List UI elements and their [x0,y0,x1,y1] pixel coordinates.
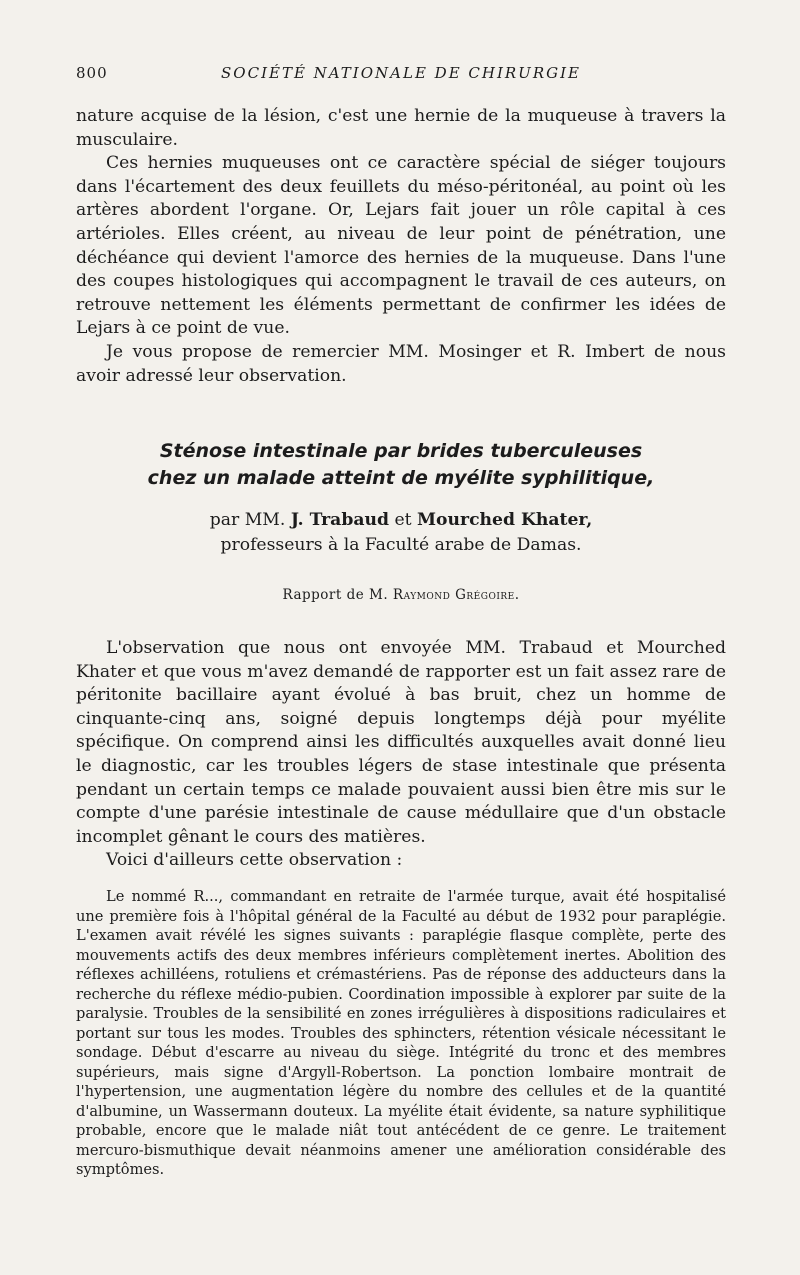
body-paragraph: Voici d'ailleurs cette observation : [106,850,403,871]
intro-paragraph: nature acquise de la lésion, c'est une hernie de la muqueuse à travers la musculaire. [76,106,726,150]
author-affiliation: professeurs à la Faculté arabe de Damas. [220,535,582,555]
observation-section [76,887,726,1180]
author-name: J. Trabaud [290,510,389,530]
reporter-name: Raymond Grégoire. [392,587,520,603]
body-paragraph: L'observation que nous ont envoyée MM. Trabaud et Mourched Khater et que vous m'avez demandé de rapporter est un fait assez rare de péritonite bacillaire ayant évolué à bas bruit, chez un homme de cinquante-cinq ans, soigné depuis longtemps déjà pour myélite spécifique. On comprend ainsi les difficultés auxquelles avait donné lieu le diagnostic, car les troubles légers de stase intestinale que présenta pendant un certain temps ce malade pouvaient aussi bien être mis sur le compte d'une parésie intestinale de cause médullaire que d'un obstacle incomplet gênant le cours des matières. [76,638,726,847]
authors-line [76,508,726,533]
report-prefix: Rapport de M. [282,587,389,603]
article-authors [76,508,726,558]
article-title-line: Sténose intestinale par brides tuberculeuses [159,440,643,462]
article-title-line: chez un malade atteint de myélite syphilitique, [147,467,655,489]
page-header [76,64,726,86]
intro-paragraph: Je vous propose de remercier MM. Mosinger et R. Imbert de nous avoir adressé leur observation. [76,341,726,386]
intro-paragraph: Ces hernies muqueuses ont ce caractère spécial de siéger toujours dans l'écartement des deux feuillets du méso-péritonéal, au point où les artères abordent l'organe. Or, Lejars fait jouer un rôle capital à ces artérioles. Elles créent, au niveau de leur point de pénétration, une déchéance qui devient l'amorce des hernies de la muqueuse. Dans l'une des coupes histologiques qui accompagnent le travail de ces auteurs, on retrouve nettement les éléments permettant de confirmer les idées de Lejars à ce point de vue. [76,153,726,339]
intro-section [76,105,726,388]
report-line [76,587,726,603]
observation-paragraph: Le nommé R..., commandant en retraite de l'armée turque, avait été hospitalisé une première fois à l'hôpital général de la Faculté au début de 1932 pour paraplégie. L'examen avait révélé les signes suivants : paraplégie flasque complète, perte des mouvements actifs des deux membres inférieurs complètement inertes. Abolition des réflexes achilléens, rotuliens et crémastériens. Pas de réponse des adducteurs dans la recherche du réflexe médio-pubien. Coordination impossible à explorer par suite de la paralysie. Troubles de la sensibilité en zones irrégulières à dispositions radiculaires et portant sur tous les modes. Troubles des sphincters, rétention vésicale nécessitant le sondage. Début d'escarre au niveau du siège. Intégrité du tronc et des membres supérieurs, mais signe d'Argyll-Robertson. La ponction lombaire montrait de l'hypertension, une augmentation légère du nombre des cellules et de la quantité d'albumine, un Wassermann douteux. La myélite était évidente, sa nature syphilitique probable, encore que le malade niât tout antécédent de ce genre. Le traitement mercuro-bismuthique devait néanmoins amener une amélioration considérable des symptômes. [76,888,726,1178]
author-name: Mourched Khater, [417,510,593,530]
running-title: SOCIÉTÉ NATIONALE DE CHIRURGIE [221,64,581,82]
authors-and: et [394,510,412,530]
page-number: 800 [76,64,108,82]
article-title [76,438,726,492]
body-section [76,637,726,873]
authors-prefix: par MM. [209,510,286,530]
